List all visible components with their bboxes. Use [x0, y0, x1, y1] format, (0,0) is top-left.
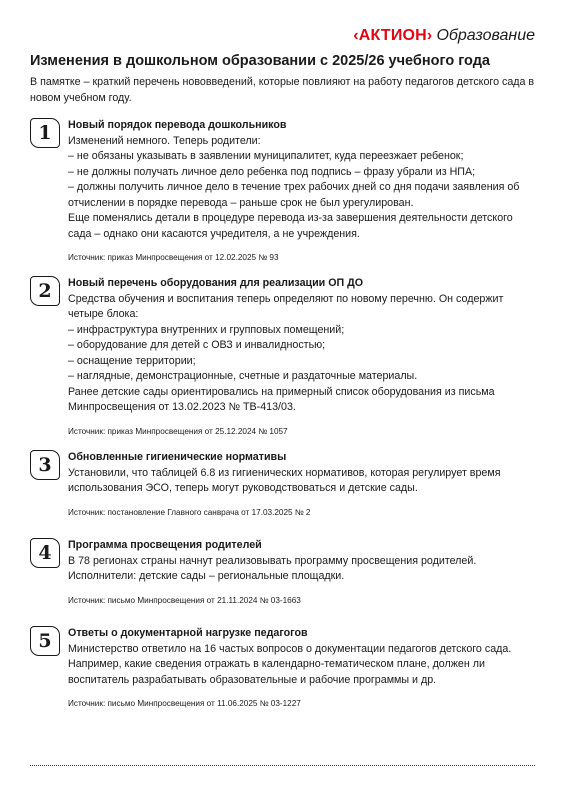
section-source: Источник: постановление Главного санврача от 17.03.2025 № 2: [68, 507, 311, 517]
section-heading: Ответы о документарной нагрузке педагогов: [68, 627, 308, 639]
section-2: [30, 276, 540, 438]
section-line: В 78 регионах страны начнут реализовывать программу просвещения родителей.: [68, 554, 477, 567]
section-line: Еще поменялись детали в процедуре перевода из-за завершения деятельности детского: [68, 212, 513, 224]
section-line: Изменений немного. Теперь родители:: [68, 134, 261, 147]
section-line: Средства обучения и воспитания теперь определяют по новому перечню. Он содержит: [68, 292, 504, 305]
section-line: воспитатель разрабатывать образовательные и рабочие программы и др.: [68, 673, 437, 686]
section-source: Источник: приказ Минпросвещения от 25.12.2024 № 1057: [68, 426, 288, 436]
section-heading: Программа просвещения родителей: [68, 539, 262, 551]
section-line: – должны получить личное дело в течение трех рабочих дней со дня подачи заявления об: [68, 181, 520, 193]
logo-subtitle: Образование: [436, 27, 535, 44]
section-line: – оснащение территории;: [68, 354, 196, 367]
section-source: Источник: письмо Минпросвещения от 21.11.2024 № 03-1663: [68, 595, 301, 605]
section-line: Например, какие сведения отражать в календарно-тематическом плане, должен ли: [68, 658, 485, 670]
section-heading: Новый перечень оборудования для реализации ОП ДО: [68, 277, 364, 289]
logo-brand: ‹АКТИОН›: [353, 27, 433, 44]
section-line: – наглядные, демонстрационные, счетные и раздаточные материалы.: [68, 370, 418, 382]
dotted-divider: [30, 765, 535, 766]
section-line: отчислении в порядке перевода – раньше срок не был урегулирован.: [68, 196, 414, 209]
section-number-badge: 1: [30, 118, 60, 148]
section-line: – не должны получать личное дело ребенка под подпись – фразу убрали из НПА;: [68, 165, 476, 178]
section-line: сада – однако они касаются учредителя, а не учреждения.: [68, 227, 360, 240]
section-1: [30, 118, 540, 264]
section-5: [30, 626, 540, 710]
section-line: – оборудование для детей с ОВЗ и инвалидностью;: [68, 339, 326, 351]
section-heading: Обновленные гигиенические нормативы: [68, 451, 287, 463]
section-number-badge: 3: [30, 450, 60, 480]
section-source: Источник: приказ Минпросвещения от 12.02.2025 № 93: [68, 253, 279, 262]
section-4: [30, 538, 540, 607]
section-line: Исполнители: детские сады – региональные площадки.: [68, 570, 345, 582]
section-number-badge: 4: [30, 538, 60, 568]
section-3: [30, 450, 540, 519]
section-line: четыре блока:: [68, 308, 139, 320]
section-line: – инфраструктура внутренних и групповых помещений;: [68, 323, 345, 336]
section-body: [68, 626, 540, 688]
section-heading: Новый порядок перевода дошкольников: [68, 119, 287, 131]
section-line: Минпросвещения от 13.02.2023 № ТВ-413/03.: [68, 401, 296, 413]
section-line: Установили, что таблицей 6.8 из гигиенических нормативов, которая регулирует время: [68, 466, 501, 479]
intro-text: В памятке – краткий перечень нововведений, которые повлияют на работу педагогов детского сада в новом учебном году.: [30, 76, 535, 104]
aktion-logo: [353, 28, 535, 44]
section-line: Ранее детские сады ориентировались на примерный список оборудования из письма: [68, 385, 495, 398]
section-body: [68, 118, 540, 242]
section-source: Источник: письмо Минпросвещения от 11.06.2025 № 03-1227: [68, 699, 301, 708]
section-line: Министерство ответило на 16 частых вопросов о документации педагогов детского сада.: [68, 642, 512, 655]
page-title: Изменения в дошкольном образовании с 2025/26 учебного года: [30, 53, 490, 69]
section-number-badge: 2: [30, 276, 60, 306]
section-body: [68, 276, 540, 416]
section-body: [68, 450, 540, 497]
section-body: [68, 538, 540, 585]
section-line: использования ЭСО, теперь могут руководствоваться и детские сады.: [68, 482, 418, 494]
section-line: – не обязаны указывать в заявлении муниципалитет, куда переезжает ребенок;: [68, 150, 464, 162]
section-number-badge: 5: [30, 626, 60, 656]
